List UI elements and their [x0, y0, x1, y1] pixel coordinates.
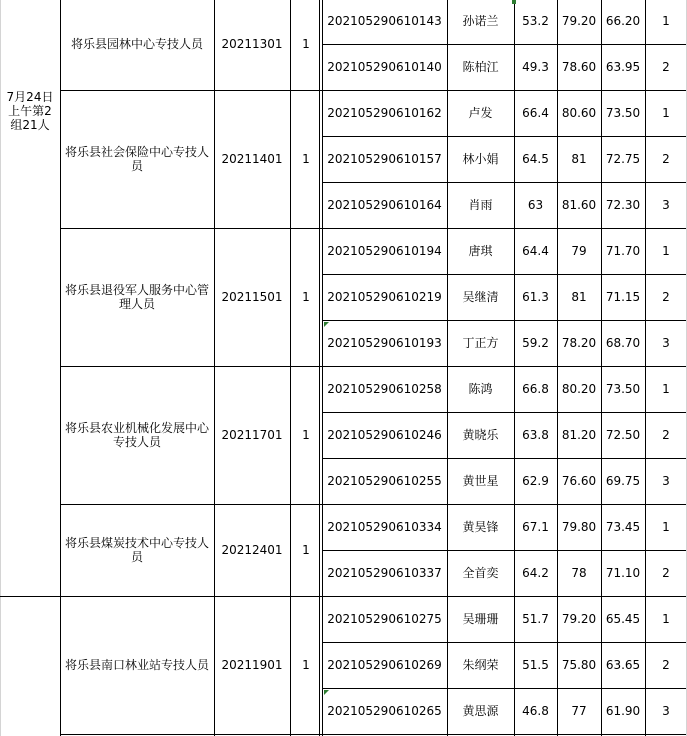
- position-code-cell[interactable]: 20211501: [221, 290, 283, 304]
- written-cell[interactable]: 61.3: [522, 290, 549, 304]
- rank-cell[interactable]: 3: [662, 198, 670, 212]
- total-cell[interactable]: 69.75: [605, 474, 641, 488]
- exam-no-cell[interactable]: 202105290610157: [327, 152, 442, 166]
- interview-cell[interactable]: 81.20: [561, 428, 597, 442]
- name-cell[interactable]: 唐琪: [468, 244, 493, 258]
- interview-cell[interactable]: 79.80: [561, 520, 597, 534]
- written-cell[interactable]: 64.4: [522, 244, 549, 258]
- column-border: [514, 0, 515, 736]
- rank-cell[interactable]: 1: [662, 244, 670, 258]
- rank-cell[interactable]: 1: [662, 520, 670, 534]
- name-cell[interactable]: 吴珊珊: [462, 612, 499, 626]
- unit-cell[interactable]: 将乐县社会保险中心专技人员: [64, 145, 209, 173]
- column-border: [601, 0, 602, 736]
- written-cell[interactable]: 66.8: [522, 382, 549, 396]
- interview-cell[interactable]: 80.20: [561, 382, 597, 396]
- exam-no-cell[interactable]: 202105290610164: [327, 198, 442, 212]
- name-cell[interactable]: 丁正方: [462, 336, 499, 350]
- exam-no-cell[interactable]: 202105290610194: [327, 244, 442, 258]
- hiring-count-cell[interactable]: 1: [302, 37, 310, 51]
- total-cell[interactable]: 72.30: [605, 198, 641, 212]
- unit-cell[interactable]: 将乐县煤炭技术中心专技人员: [64, 536, 209, 564]
- exam-no-cell[interactable]: 202105290610143: [327, 14, 442, 28]
- group-border: [60, 734, 687, 735]
- session-group-cell-empty[interactable]: [0, 597, 60, 735]
- name-cell[interactable]: 肖雨: [468, 198, 493, 212]
- rank-cell[interactable]: 3: [662, 704, 670, 718]
- written-cell[interactable]: 63.8: [522, 428, 549, 442]
- exam-no-cell[interactable]: 202105290610193: [327, 336, 442, 350]
- position-code-cell[interactable]: 20211301: [221, 37, 283, 51]
- column-border: [319, 0, 320, 736]
- total-cell[interactable]: 71.10: [605, 566, 641, 580]
- interview-cell[interactable]: 78.60: [561, 60, 597, 74]
- written-cell[interactable]: 62.9: [522, 474, 549, 488]
- text-number-marker-icon: [324, 322, 329, 327]
- unit-cell[interactable]: 将乐县南口林业站专技人员: [64, 658, 209, 672]
- rank-cell[interactable]: 1: [662, 382, 670, 396]
- interview-cell[interactable]: 81: [571, 152, 587, 166]
- position-code-cell[interactable]: 20211701: [221, 428, 283, 442]
- rank-cell[interactable]: 2: [662, 152, 670, 166]
- total-cell[interactable]: 68.70: [605, 336, 641, 350]
- exam-no-cell[interactable]: 202105290610255: [327, 474, 442, 488]
- name-cell[interactable]: 黄昊锋: [462, 520, 499, 534]
- exam-no-cell[interactable]: 202105290610162: [327, 106, 442, 120]
- name-cell[interactable]: 黄晓乐: [462, 428, 499, 442]
- total-cell[interactable]: 63.95: [605, 60, 641, 74]
- written-cell[interactable]: 63: [527, 198, 544, 212]
- rank-cell[interactable]: 3: [662, 474, 670, 488]
- total-cell[interactable]: 73.45: [605, 520, 641, 534]
- total-cell[interactable]: 71.70: [605, 244, 641, 258]
- interview-cell[interactable]: 76.60: [561, 474, 597, 488]
- interview-cell[interactable]: 75.80: [561, 658, 597, 672]
- exam-no-cell[interactable]: 202105290610219: [327, 290, 442, 304]
- unit-cell[interactable]: 将乐县园林中心专技人员: [70, 37, 203, 51]
- interview-cell[interactable]: 81: [571, 290, 587, 304]
- written-cell[interactable]: 66.4: [522, 106, 549, 120]
- unit-cell[interactable]: 将乐县农业机械化发展中心专技人员: [64, 421, 209, 449]
- rank-cell[interactable]: 3: [662, 336, 670, 350]
- total-cell[interactable]: 72.75: [605, 152, 641, 166]
- exam-no-cell[interactable]: 202105290610275: [327, 612, 442, 626]
- hiring-count-cell[interactable]: 1: [302, 152, 310, 166]
- written-cell[interactable]: 49.3: [522, 60, 549, 74]
- name-cell[interactable]: 黄思源: [462, 704, 499, 718]
- total-cell[interactable]: 73.50: [605, 106, 641, 120]
- total-cell[interactable]: 65.45: [605, 612, 641, 626]
- name-cell[interactable]: 全首奕: [462, 566, 499, 580]
- column-border: [322, 0, 323, 736]
- interview-cell[interactable]: 79.20: [561, 14, 597, 28]
- written-cell[interactable]: 67.1: [522, 520, 549, 534]
- name-cell[interactable]: 孙诺兰: [462, 14, 499, 28]
- written-cell[interactable]: 46.8: [522, 704, 549, 718]
- hiring-count-cell[interactable]: 1: [302, 543, 310, 557]
- name-cell[interactable]: 林小娟: [462, 152, 499, 166]
- column-border: [214, 0, 215, 736]
- total-cell[interactable]: 73.50: [605, 382, 641, 396]
- rank-cell[interactable]: 2: [662, 658, 670, 672]
- total-cell[interactable]: 63.65: [605, 658, 641, 672]
- total-cell[interactable]: 72.50: [605, 428, 641, 442]
- name-cell[interactable]: 黄世星: [462, 474, 499, 488]
- rank-cell[interactable]: 1: [662, 106, 670, 120]
- column-border: [60, 0, 61, 736]
- interview-cell[interactable]: 81.60: [561, 198, 597, 212]
- name-cell[interactable]: 吴继清: [462, 290, 499, 304]
- name-cell[interactable]: 朱纲荣: [462, 658, 499, 672]
- hiring-count-cell[interactable]: 1: [302, 290, 310, 304]
- text-number-marker-icon: [324, 690, 329, 695]
- position-code-cell[interactable]: 20212401: [221, 543, 283, 557]
- column-border: [447, 0, 448, 736]
- name-cell[interactable]: 卢发: [468, 106, 493, 120]
- exam-no-cell[interactable]: 202105290610265: [327, 704, 442, 718]
- interview-cell[interactable]: 78.20: [561, 336, 597, 350]
- rank-cell[interactable]: 2: [662, 566, 670, 580]
- written-cell[interactable]: 59.2: [522, 336, 549, 350]
- hiring-count-cell[interactable]: 1: [302, 658, 310, 672]
- unit-cell[interactable]: 将乐县退役军人服务中心管理人员: [64, 283, 209, 311]
- interview-cell[interactable]: 80.60: [561, 106, 597, 120]
- exam-no-cell[interactable]: 202105290610334: [327, 520, 442, 534]
- interview-cell[interactable]: 77: [571, 704, 587, 718]
- position-code-cell[interactable]: 20211401: [221, 152, 283, 166]
- position-code-cell[interactable]: 20211901: [221, 658, 283, 672]
- rank-cell[interactable]: 2: [662, 428, 670, 442]
- written-cell[interactable]: 51.7: [522, 612, 549, 626]
- exam-no-cell[interactable]: 202105290610258: [327, 382, 442, 396]
- session-group-cell[interactable]: 7月24日上午第2组21人: [6, 90, 54, 132]
- column-border: [290, 0, 291, 736]
- rank-cell[interactable]: 1: [662, 14, 670, 28]
- interview-cell[interactable]: 79.20: [561, 612, 597, 626]
- interview-cell[interactable]: 78: [571, 566, 587, 580]
- column-border: [645, 0, 646, 736]
- rank-cell[interactable]: 2: [662, 290, 670, 304]
- hiring-count-cell[interactable]: 1: [302, 428, 310, 442]
- exam-no-cell[interactable]: 202105290610140: [327, 60, 442, 74]
- rank-cell[interactable]: 1: [662, 612, 670, 626]
- interview-cell[interactable]: 79: [571, 244, 587, 258]
- exam-no-cell[interactable]: 202105290610246: [327, 428, 442, 442]
- name-cell[interactable]: 陈鸿: [468, 382, 493, 396]
- column-border: [557, 0, 558, 736]
- name-cell[interactable]: 陈柏江: [462, 60, 499, 74]
- written-cell[interactable]: 64.5: [522, 152, 549, 166]
- total-cell[interactable]: 61.90: [605, 704, 641, 718]
- exam-no-cell[interactable]: 202105290610269: [327, 658, 442, 672]
- written-cell[interactable]: 51.5: [522, 658, 549, 672]
- selection-handle-icon: [512, 0, 516, 4]
- total-cell[interactable]: 71.15: [605, 290, 641, 304]
- rank-cell[interactable]: 2: [662, 60, 670, 74]
- exam-no-cell[interactable]: 202105290610337: [327, 566, 442, 580]
- written-cell[interactable]: 53.2: [522, 14, 549, 28]
- total-cell[interactable]: 66.20: [605, 14, 641, 28]
- written-cell[interactable]: 64.2: [522, 566, 549, 580]
